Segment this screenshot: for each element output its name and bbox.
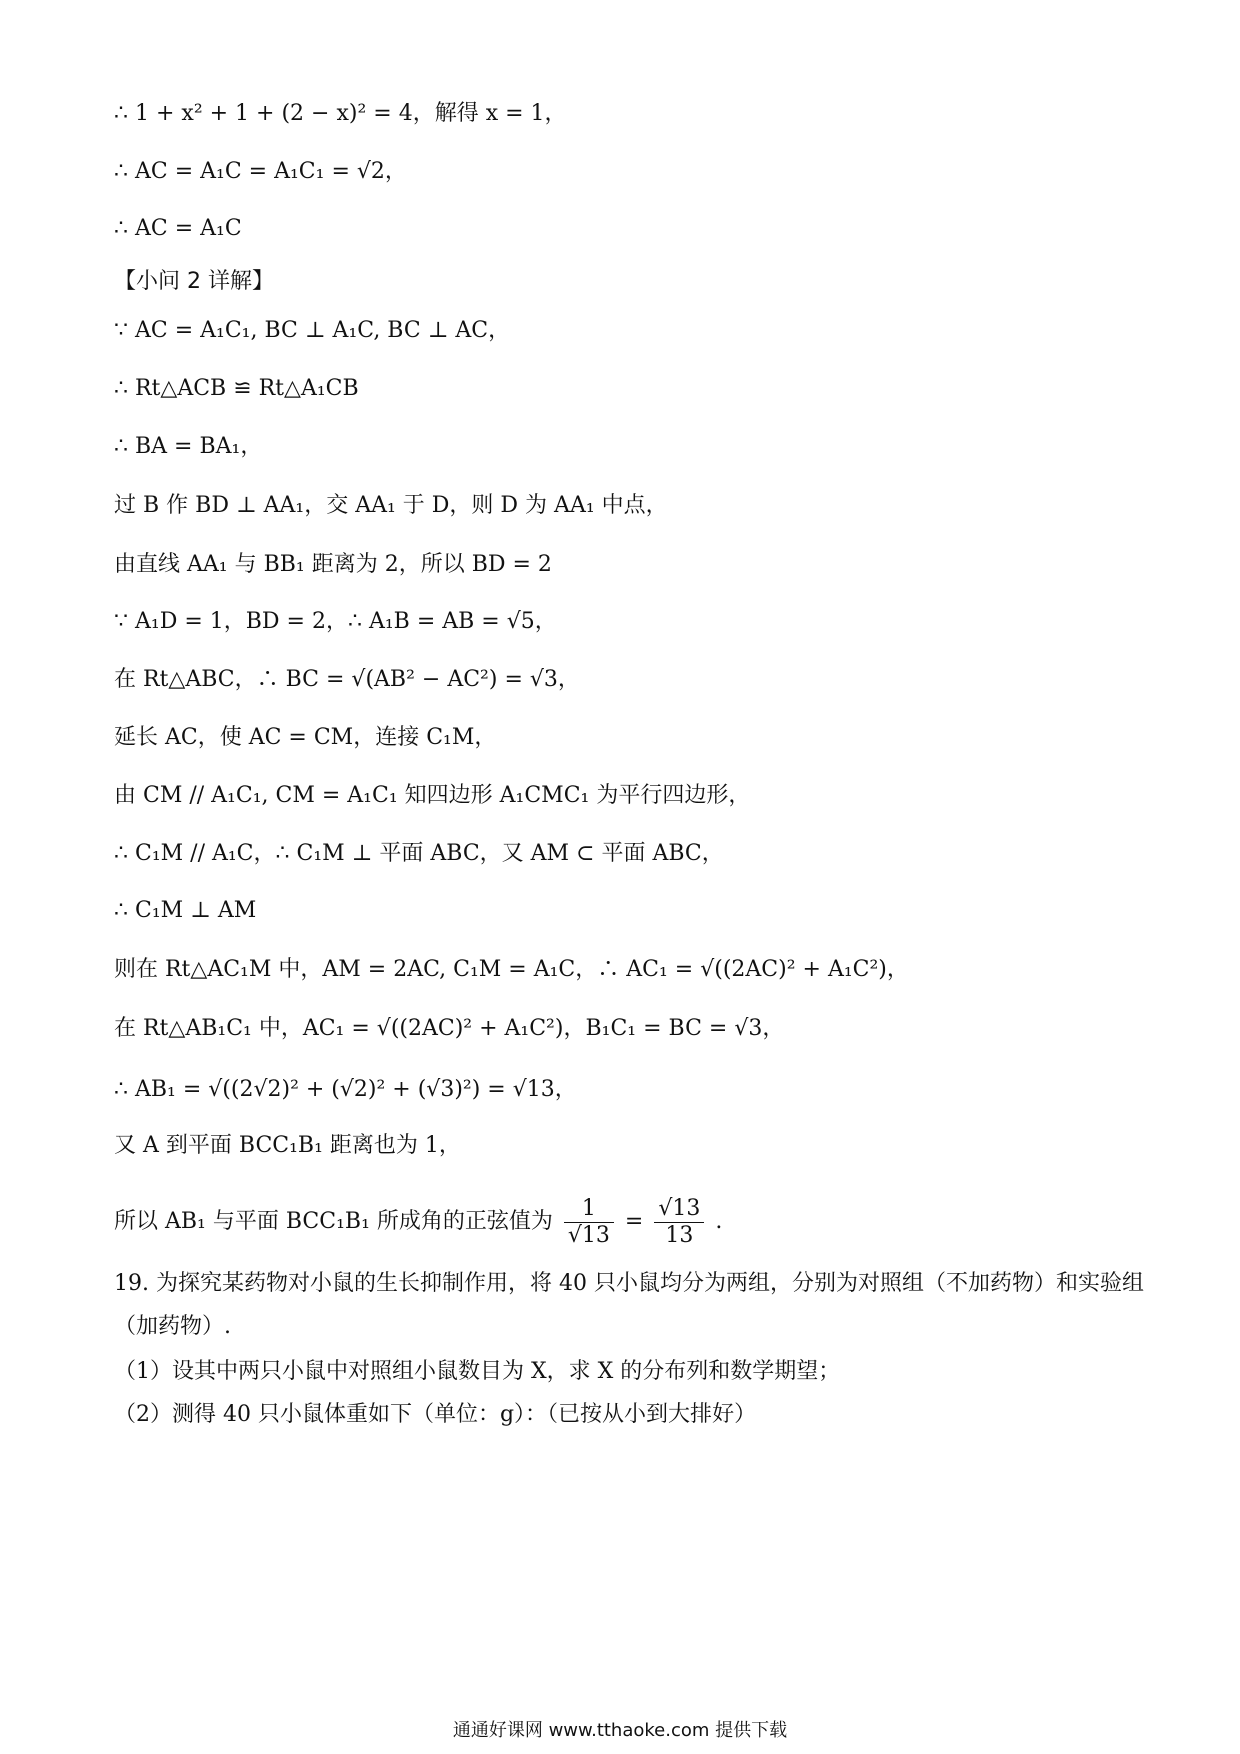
question-19-part-2: （2）测得 40 只小鼠体重如下（单位：g）：（已按从小到大排好）	[114, 1402, 757, 1427]
question-19-line-2: （加药物）.	[114, 1314, 231, 1339]
fraction-right-numerator: √13	[654, 1196, 704, 1223]
fraction-end: .	[715, 1209, 723, 1234]
question-19-part-1: （1）设其中两只小鼠中对照组小鼠数目为 X，求 X 的分布列和数学期望；	[114, 1359, 841, 1384]
fraction-left-numerator: 1	[564, 1196, 614, 1223]
equation-line-1: ∴ 1 + x² + 1 + (2 − x)² = 4，解得 x = 1，	[114, 101, 567, 126]
footer-watermark: 通通好课网 www.tthaoke.com 提供下载	[452, 1720, 788, 1741]
equation-line-19: 又 A 到平面 BCC₁B₁ 距离也为 1，	[114, 1133, 461, 1158]
equation-line-12: 延长 AC，使 AC = CM，连接 C₁M，	[114, 725, 497, 750]
equation-line-18: ∴ AB₁ = √((2√2)² + (√2)² + (√3)²) = √13，	[114, 1077, 577, 1102]
equation-line-15: ∴ C₁M ⊥ AM	[114, 898, 257, 923]
equation-line-14: ∴ C₁M // A₁C，∴ C₁M ⊥ 平面 ABC，又 AM ⊂ 平面 ABC，	[114, 841, 724, 866]
equation-line-17: 在 Rt△AB₁C₁ 中，AC₁ = √((2AC)² + A₁C²)，B₁C₁ = BC = √3，	[114, 1016, 785, 1041]
fraction-right-denominator: 13	[665, 1222, 694, 1248]
equation-line-16: 则在 Rt△AC₁M 中，AM = 2AC, C₁M = A₁C，∴ AC₁ = √((2AC)² + A₁C²)，	[114, 957, 909, 982]
conclusion-text: 所以 AB₁ 与平面 BCC₁B₁ 所成角的正弦值为	[114, 1209, 553, 1234]
equation-line-11: 在 Rt△ABC，∴ BC = √(AB² − AC²) = √3，	[114, 667, 580, 692]
section-heading: 【小问 2 详解】	[114, 269, 274, 294]
equation-line-9: 由直线 AA₁ 与 BB₁ 距离为 2，所以 BD = 2	[114, 552, 552, 577]
equation-line-3: ∴ AC = A₁C	[114, 216, 242, 241]
fraction-equals: =	[624, 1209, 644, 1234]
fraction-right	[654, 1196, 704, 1249]
equation-line-2: ∴ AC = A₁C = A₁C₁ = √2，	[114, 159, 407, 184]
fraction-left-denominator: √13	[567, 1222, 610, 1248]
equation-line-7: ∴ BA = BA₁，	[114, 434, 263, 459]
equation-line-6: ∴ Rt△ACB ≌ Rt△A₁CB	[114, 376, 359, 401]
conclusion-line	[114, 1192, 1140, 1252]
fraction-left	[564, 1196, 614, 1249]
equation-line-8: 过 B 作 BD ⊥ AA₁，交 AA₁ 于 D，则 D 为 AA₁ 中点，	[114, 493, 668, 518]
equation-line-13: 由 CM // A₁C₁, CM = A₁C₁ 知四边形 A₁CMC₁ 为平行四边形，	[114, 783, 751, 808]
equation-line-5: ∵ AC = A₁C₁, BC ⊥ A₁C, BC ⊥ AC，	[114, 318, 511, 343]
equation-line-10: ∵ A₁D = 1，BD = 2，∴ A₁B = AB = √5，	[114, 609, 557, 634]
question-19-line-1: 19. 为探究某药物对小鼠的生长抑制作用，将 40 只小鼠均分为两组，分别为对照组（不加药物）和实验组	[114, 1271, 1144, 1296]
